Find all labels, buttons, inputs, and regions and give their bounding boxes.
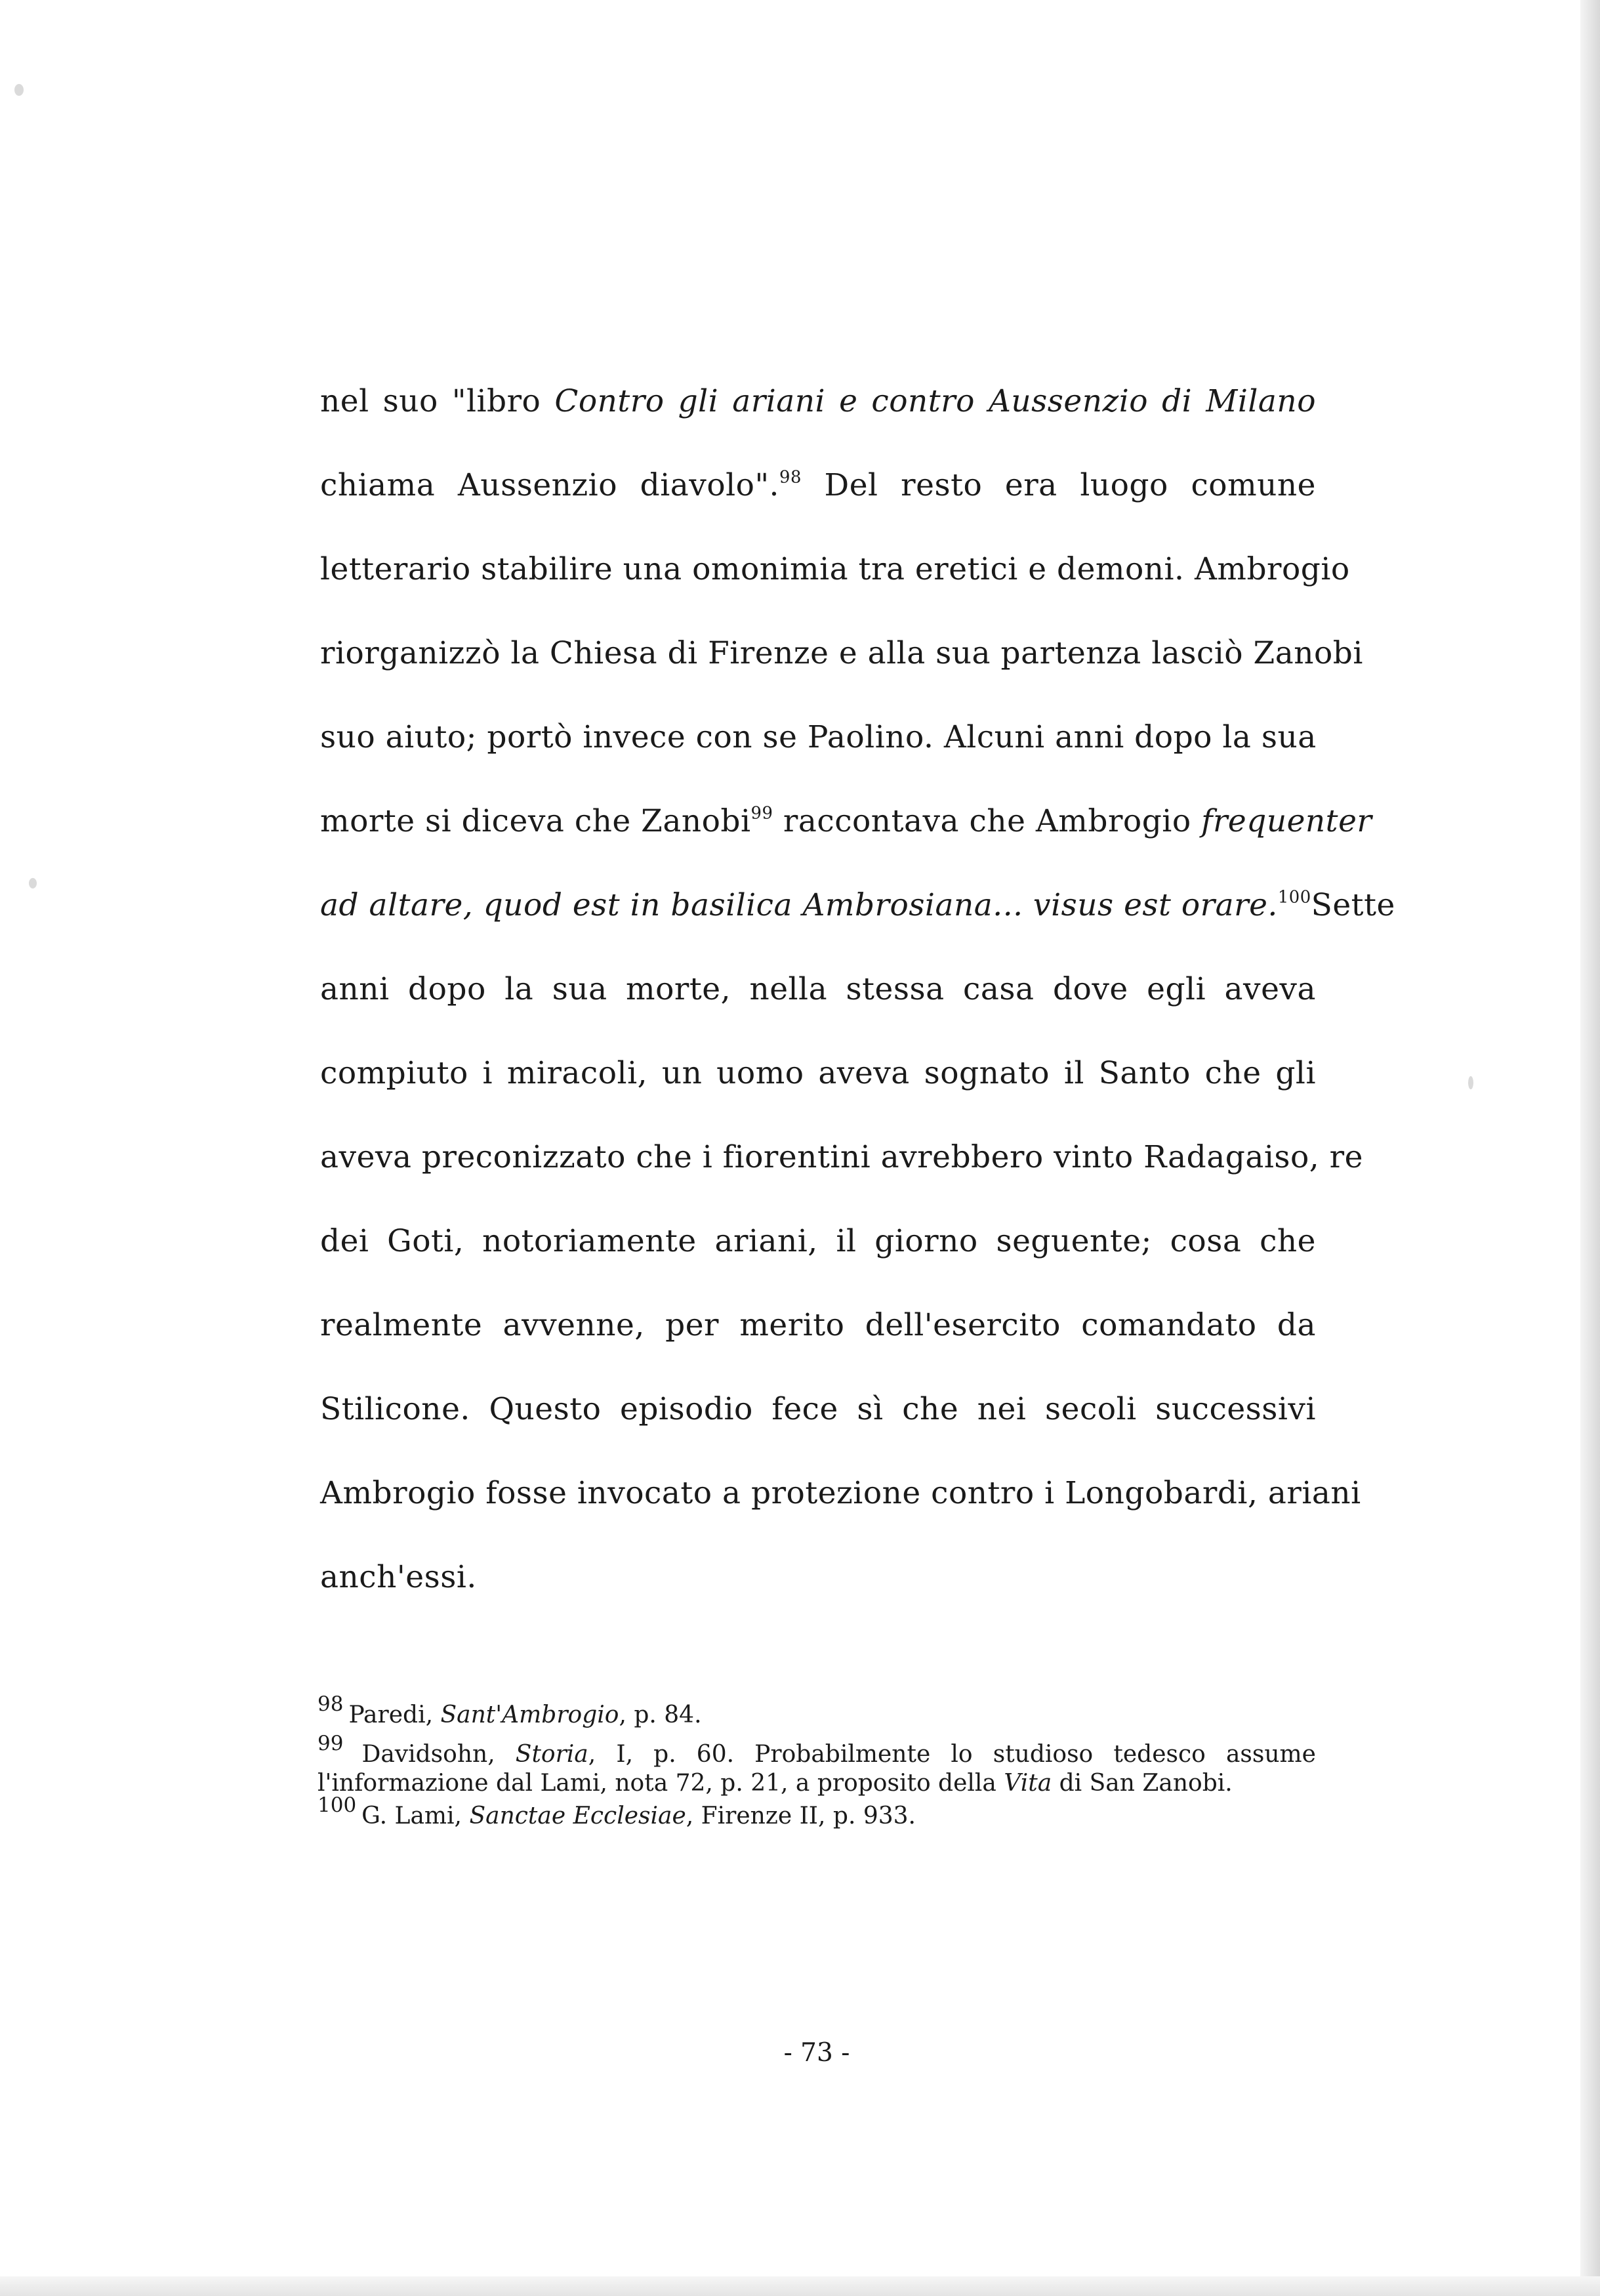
text-line-6: morte si diceva che Zanobi$^{99}$ raccontava che Ambrogio frequenter <box>320 803 1372 839</box>
footnotes-section <box>318 1692 1316 1831</box>
text-line-11: dei Goti, notoriamente ariani, il giorno seguente; cosa che <box>320 1223 1316 1259</box>
text-line-15: anch'essi. <box>320 1559 477 1595</box>
text-line-2: chiama Aussenzio diavolo".$^{98}$ Del resto era luogo comune <box>320 467 1316 503</box>
main-paragraph <box>320 360 1395 1619</box>
text-line-3: letterario stabilire una omonimia tra eretici e demoni. Ambrogio <box>320 551 1350 587</box>
scan-smudge <box>29 878 37 888</box>
footnote-99: 99 Davidsohn, Storia, I, p. 60. Probabilmente lo studioso tedesco assume l'informazione dal Lami, nota 72, p. 21, a proposito della Vita di San Zanobi. <box>318 1732 1316 1797</box>
text-line-8: anni dopo la sua morte, nella stessa casa dove egli aveva <box>320 971 1316 1007</box>
footnote-98: 98 Paredi, Sant'Ambrogio, p. 84. <box>318 1692 702 1728</box>
scan-edge-right <box>1580 0 1600 2296</box>
text-line-13: Stilicone. Questo episodio fece sì che nei secoli successivi <box>320 1391 1316 1427</box>
footnote-ref-99[interactable]: 99 <box>750 803 773 824</box>
footnote-number: 100 <box>318 1793 357 1817</box>
text-line-10: aveva preconizzato che i fiorentini avrebbero vinto Radagaiso, re <box>320 1139 1363 1175</box>
footnote-ref-100[interactable]: 100 <box>1277 887 1311 908</box>
text-line-9: compiuto i miracoli, un uomo aveva sognato il Santo che gli <box>320 1055 1316 1091</box>
footnote-ref-98[interactable]: 98 <box>779 467 802 488</box>
text-line-1: nel suo "libro Contro gli ariani e contro Aussenzio di Milano <box>320 383 1317 419</box>
scan-smudge <box>14 84 24 96</box>
text-line-7: ad altare, quod est in basilica Ambrosiana... visus est orare.$^{100}$Sette <box>320 887 1395 923</box>
footnote-100: 100 G. Lami, Sanctae Ecclesiae, Firenze II, p. 933. <box>318 1793 916 1829</box>
text-line-5: suo aiuto; portò invece con se Paolino. Alcuni anni dopo la sua <box>320 719 1317 755</box>
text-line-12: realmente avvenne, per merito dell'esercito comandato da <box>320 1307 1316 1343</box>
page-number: - 73 - <box>783 2038 850 2068</box>
text-line-14: Ambrogio fosse invocato a protezione contro i Longobardi, ariani <box>320 1475 1361 1511</box>
scan-edge-bottom <box>0 2276 1600 2296</box>
scan-smudge <box>1468 1076 1473 1089</box>
footnote-number: 99 <box>318 1732 344 1755</box>
text-line-4: riorganizzò la Chiesa di Firenze e alla sua partenza lasciò Zanobi <box>320 635 1363 671</box>
footnote-number: 98 <box>318 1692 344 1716</box>
